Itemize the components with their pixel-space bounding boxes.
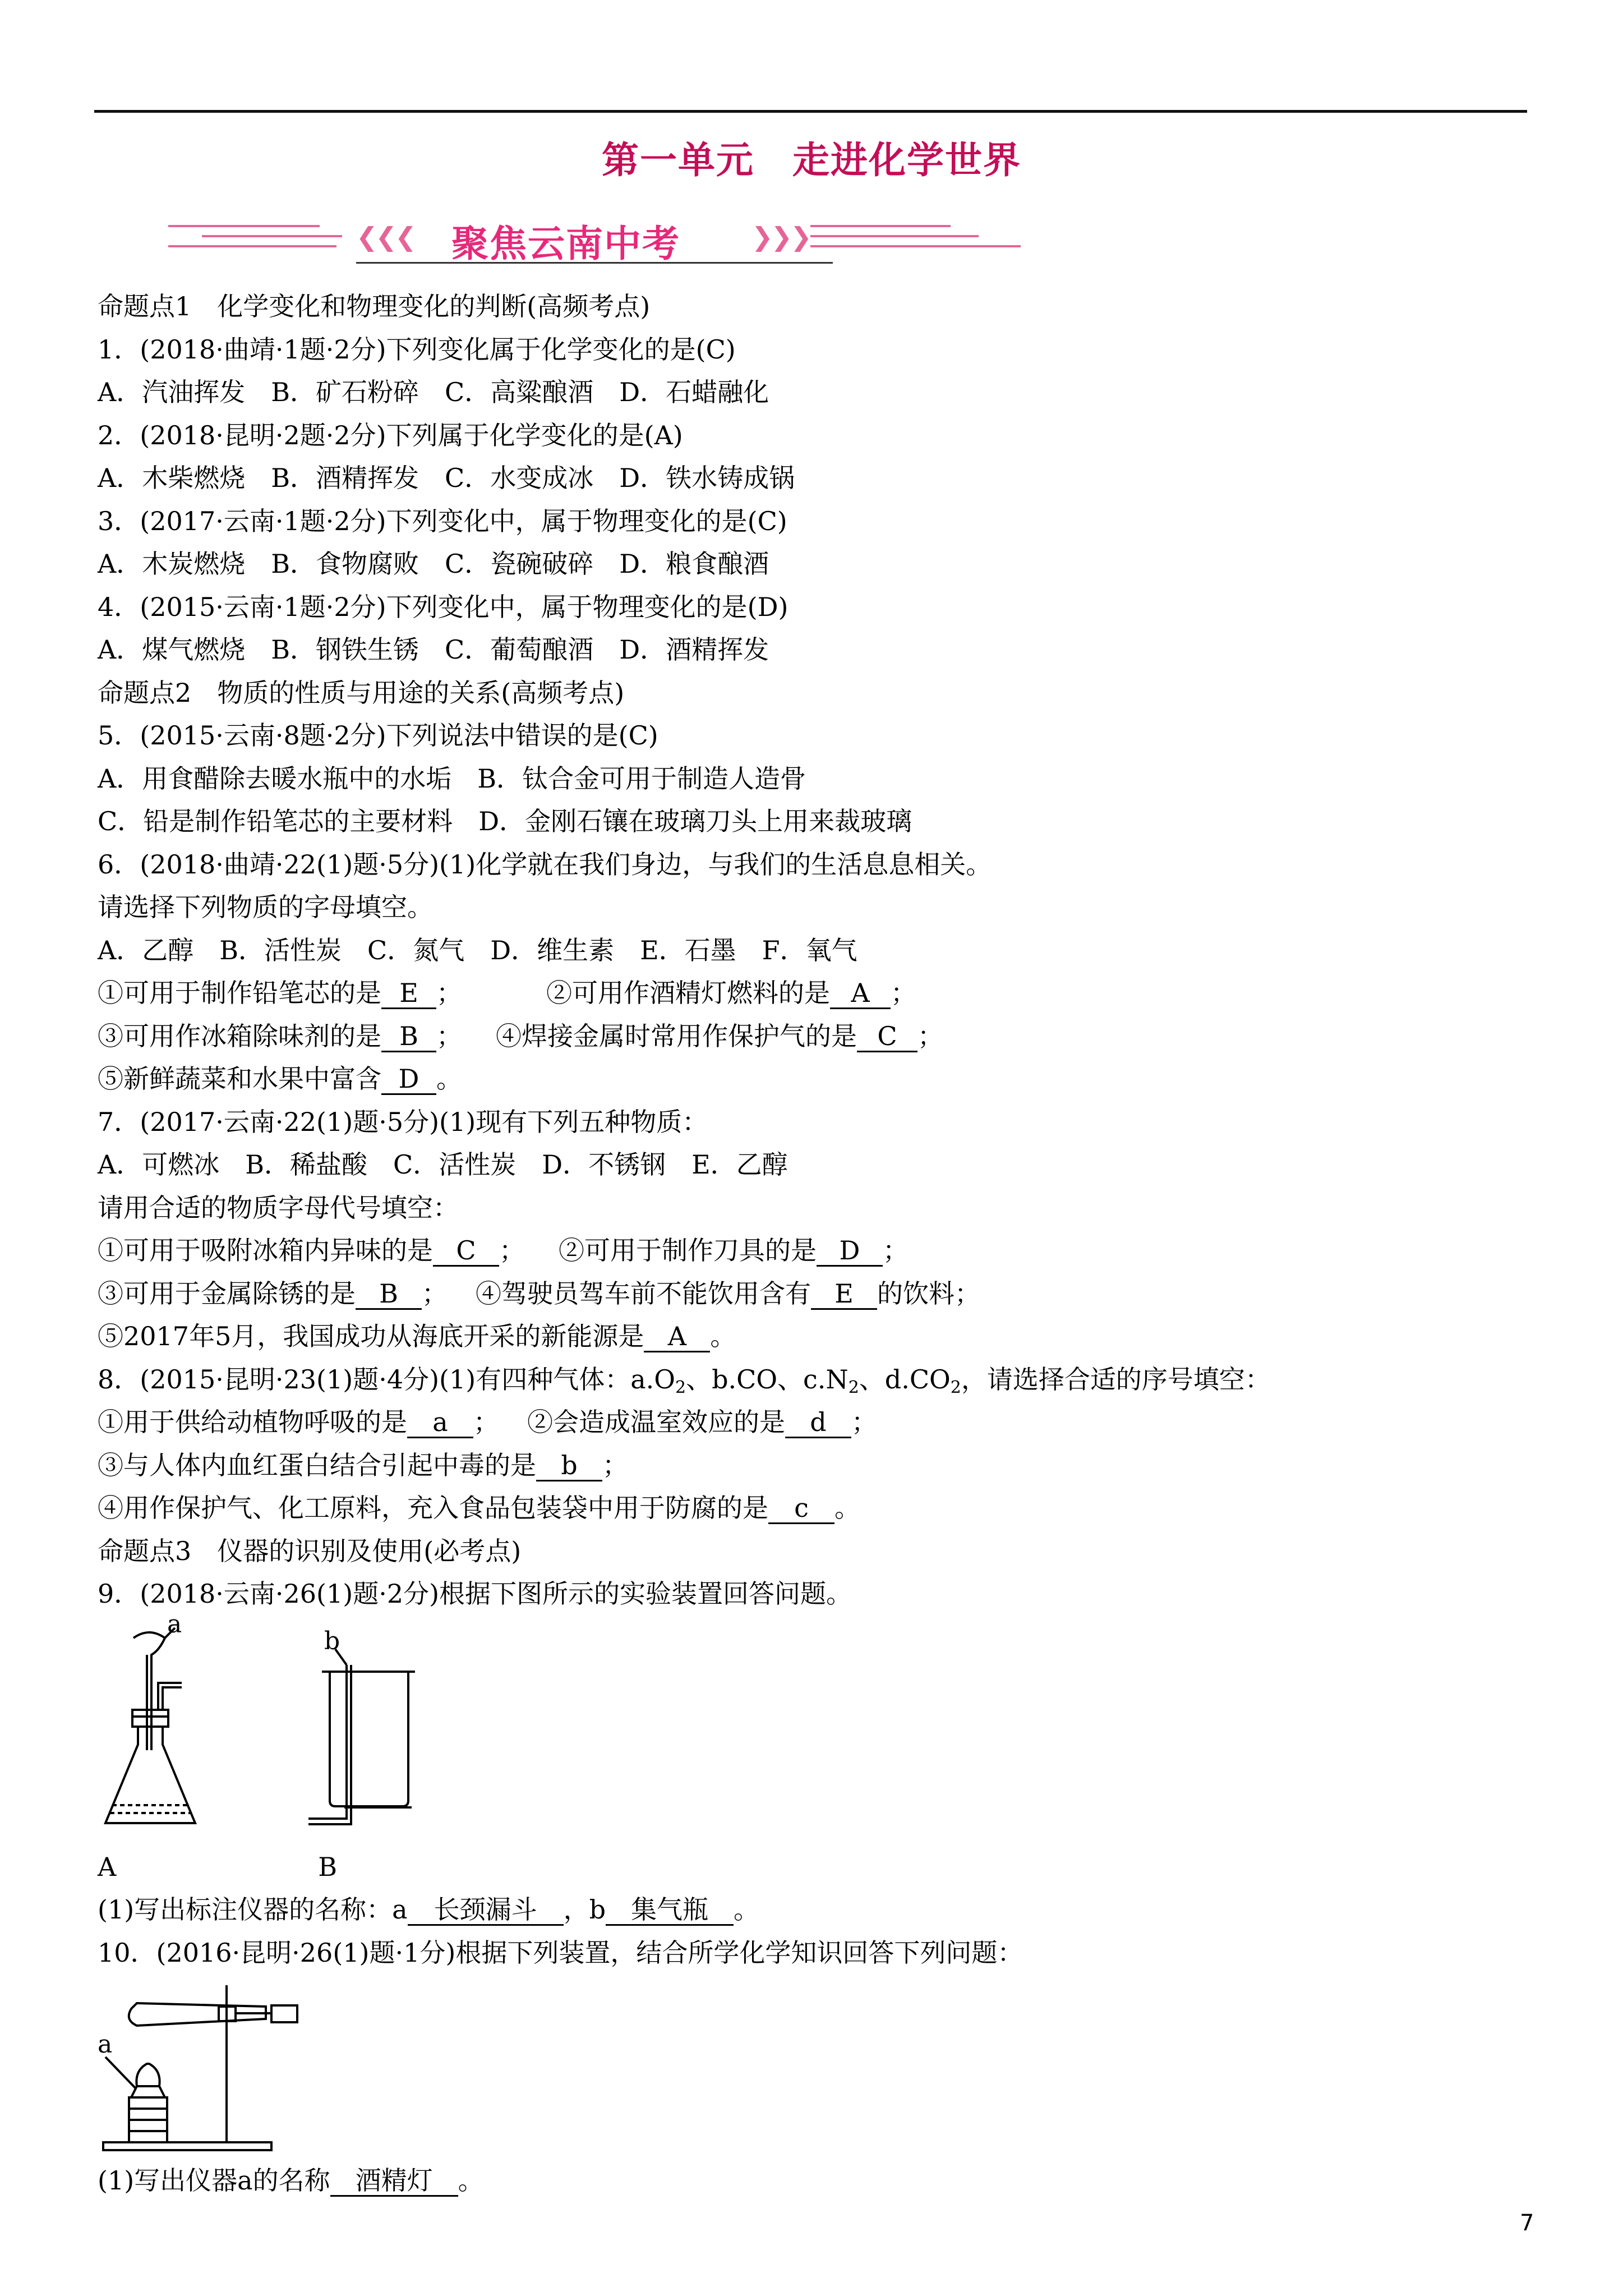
banner-line <box>810 225 951 227</box>
answer-blank: b <box>536 1451 602 1481</box>
fill-line: ④用作保护气、化工原料，充入食品包装袋中用于防腐的是 c 。 <box>98 1493 860 1523</box>
banner-line <box>202 235 342 237</box>
fill-line: ⑤2017年5月，我国成功从海底开采的新能源是 A 。 <box>98 1321 736 1351</box>
fill-line: ①用于供给动植物呼吸的是 a ； ②会造成温室效应的是 d ； <box>98 1407 877 1437</box>
answer-blank: d <box>785 1407 851 1438</box>
q9-figure <box>98 1609 1533 1846</box>
question-body <box>98 285 1533 2202</box>
banner-title: 聚焦云南中考 <box>451 222 680 265</box>
answer-blank: D <box>381 1064 436 1095</box>
question-stem: 7．(2017·云南·22(1)题·5分)(1)现有下列五种物质： <box>98 1106 708 1137</box>
label-a: a <box>98 2030 113 2059</box>
answer-blank: A <box>830 978 891 1009</box>
answer-blank: B <box>381 1022 436 1052</box>
answer-blank: C <box>433 1236 499 1267</box>
answer-blank: C <box>857 1022 917 1052</box>
question-options: A．木柴燃烧 B．酒精挥发 C．水变成冰 D．铁水铸成锅 <box>98 463 795 493</box>
fill-line: ③可用于金属除锈的是 B ； ④驾驶员驾车前不能饮用含有 E 的饮料； <box>98 1278 980 1309</box>
question-options: A．用食醋除去暖水瓶中的水垢 B．钛合金可用于制造人造骨 <box>98 763 806 794</box>
long-neck-funnel-apparatus <box>105 1628 195 1823</box>
question-options: A．乙醇 B．活性炭 C．氮气 D．维生素 E．石墨 F．氧气 <box>98 935 857 965</box>
section-banner <box>168 216 1021 266</box>
flame <box>136 2064 159 2086</box>
label-a: a <box>167 1609 182 1639</box>
caption-a: A <box>98 1851 117 1882</box>
caption-b: B <box>318 1851 338 1882</box>
fill-line: ①可用于吸附冰箱内异味的是 C ； ②可用于制作刀具的是 D ； <box>98 1235 909 1266</box>
question-instruction: 请用合适的物质字母代号填空： <box>98 1192 459 1223</box>
section-heading: 命题点3 仪器的识别及使用(必考点) <box>98 1535 522 1566</box>
answer-blank: E <box>381 978 436 1009</box>
fill-line: ①可用于制作铅笔芯的是 E ； ②可用作酒精灯燃料的是 A ； <box>98 978 916 1008</box>
answer-blank: B <box>356 1279 422 1310</box>
question-options: A．木炭燃烧 B．食物腐败 C．瓷碗破碎 D．粮食酿酒 <box>98 549 769 579</box>
fill-line: ③可用作冰箱除味剂的是 B ； ④焊接金属时常用作保护气的是 C ； <box>98 1020 943 1051</box>
banner-line <box>810 235 979 237</box>
question-options: C．铅是制作铅笔芯的主要材料 D．金刚石镶在玻璃刀头上用来裁玻璃 <box>98 806 912 836</box>
header-rule <box>94 110 1527 113</box>
question-stem: 2．(2018·昆明·2题·2分)下列属于化学变化的是(A) <box>98 420 683 450</box>
question-stem: 4．(2015·云南·1题·2分)下列变化中，属于物理变化的是(D) <box>98 591 789 622</box>
answer-blank: D <box>817 1236 883 1267</box>
answer-blank: A <box>644 1322 710 1352</box>
question-stem: 5．(2015·云南·8题·2分)下列说法中错误的是(C) <box>98 720 658 751</box>
question-stem: 9．(2018·云南·26(1)题·2分)根据下图所示的实验装置回答问题。 <box>98 1579 852 1609</box>
section-heading: 命题点2 物质的性质与用途的关系(高频考点) <box>98 677 625 708</box>
figure-captions <box>98 1846 1533 1889</box>
question-instruction: 请选择下列物质的字母填空。 <box>98 892 433 922</box>
question-options: A．可燃冰 B．稀盐酸 C．活性炭 D．不锈钢 E．乙醇 <box>98 1149 788 1180</box>
question-stem: 8．(2015·昆明·23(1)题·4分)(1)有四种气体：$a.O_2$、b.CO、$c.N_2$、$d.CO_2$，请选择合适的序号填空： <box>98 1364 1271 1397</box>
banner-line <box>168 225 320 227</box>
q10-figure <box>98 1974 1533 2159</box>
answer-blank: E <box>811 1279 877 1310</box>
fill-line: (1)写出标注仪器的名称：a 长颈漏斗 ，b 集气瓶 。 <box>98 1894 760 1925</box>
chevron-left-icon: ❮❮❮ <box>356 222 414 252</box>
fill-line: ③与人体内血红蛋白结合引起中毒的是 b ； <box>98 1450 628 1480</box>
answer-blank: c <box>768 1493 834 1524</box>
flask-and-bottle-diagram <box>98 1616 501 1840</box>
answer-blank: 集气瓶 <box>606 1895 734 1926</box>
question-stem: 10．(2016·昆明·26(1)题·1分)根据下列装置，结合所学化学知识回答下列问题： <box>98 1937 1023 1968</box>
answer-blank: a <box>407 1407 473 1438</box>
banner-line <box>810 245 1021 247</box>
stand-base <box>103 2142 271 2150</box>
chevron-right-icon: ❯❯❯ <box>751 222 810 252</box>
banner-underline <box>356 262 833 264</box>
answer-blank: 酒精灯 <box>330 2166 458 2197</box>
question-stem: 3．(2017·云南·1题·2分)下列变化中，属于物理变化的是(C) <box>98 505 787 536</box>
gas-jar-apparatus <box>308 1649 415 1824</box>
banner-line <box>168 245 336 247</box>
answer-blank: 长颈漏斗 <box>408 1895 564 1926</box>
question-stem: 1．(2018·曲靖·1题·2分)下列变化属于化学变化的是(C) <box>98 334 736 365</box>
question-options: A．煤气燃烧 B．钢铁生锈 C．葡萄酿酒 D．酒精挥发 <box>98 634 769 665</box>
fill-line: ⑤新鲜蔬菜和水果中富含 D 。 <box>98 1064 462 1094</box>
label-b: b <box>324 1626 340 1655</box>
section-heading: 命题点1 化学变化和物理变化的判断(高频考点) <box>98 291 651 321</box>
fill-line: (1)写出仪器a的名称 酒精灯 。 <box>98 2165 484 2196</box>
question-stem: 6．(2018·曲靖·22(1)题·5分)(1)化学就在我们身边，与我们的生活息息相关。 <box>98 849 992 880</box>
page-number: 7 <box>1520 2210 1534 2236</box>
question-options: A．汽油挥发 B．矿石粉碎 C．高粱酿酒 D．石蜡融化 <box>98 377 769 407</box>
heating-apparatus-diagram <box>98 1974 344 2154</box>
unit-title: 第一单元 走进化学世界 <box>602 138 1021 182</box>
